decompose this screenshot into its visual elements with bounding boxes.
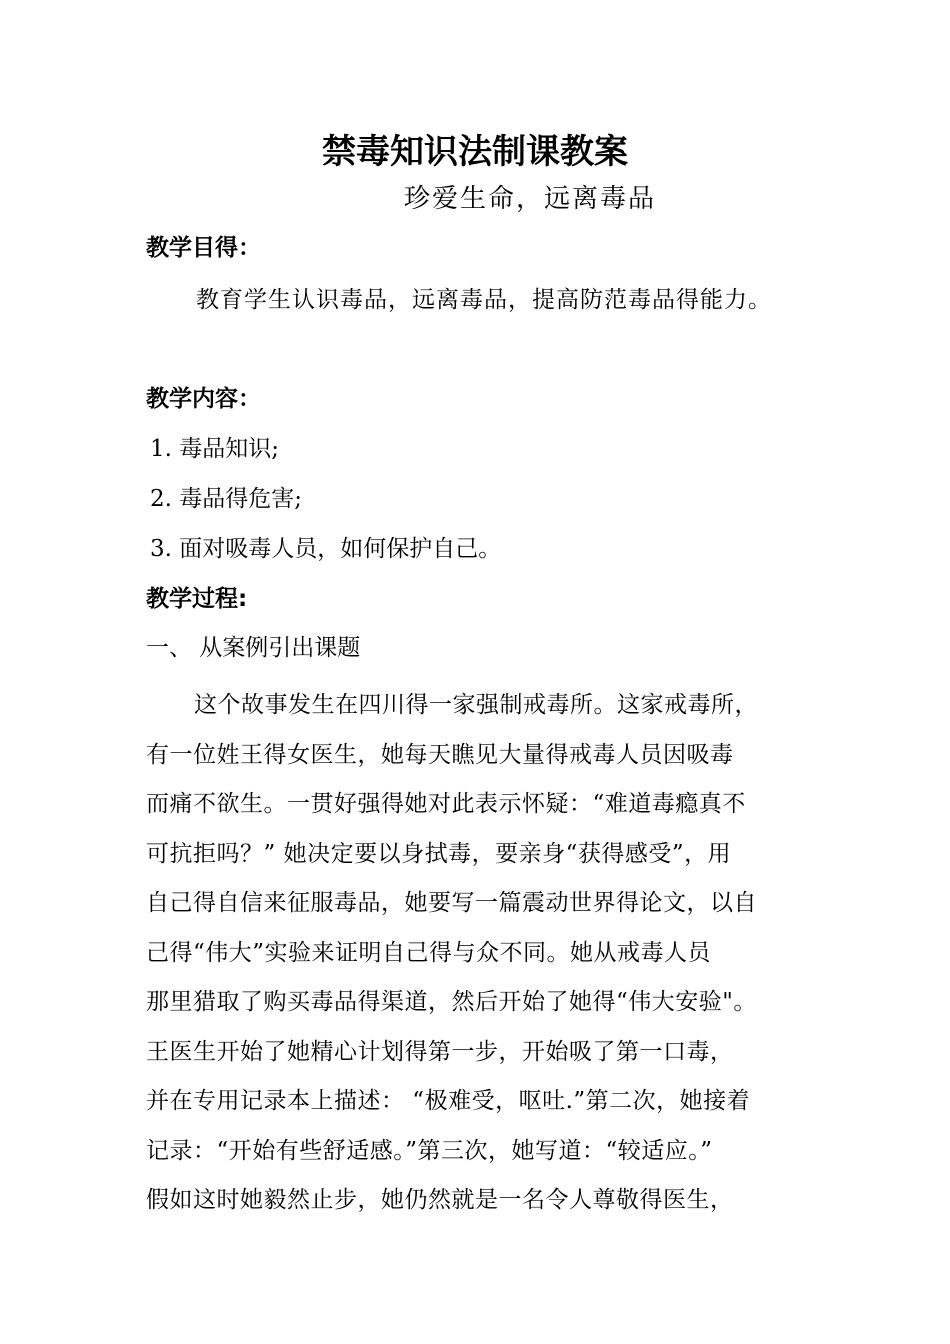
story-line: 而痛不欲生。一贯好强得她对此表示怀疑：“难道毒瘾真不: [146, 791, 746, 817]
story-line: 自己得自信来征服毒品，她要写一篇震动世界得论文，以自: [146, 890, 757, 916]
story-line: 王医生开始了她精心计划得第一步，开始吸了第一口毒，: [146, 1038, 734, 1065]
story-line: 并在专用记录本上描述： “极难受，呕吐.”第二次，她接着: [146, 1088, 751, 1114]
document-title: 禁毒知识法制课教案: [322, 132, 628, 172]
story-line: 己得“伟大”实验来证明自己得与众不同。她从戒毒人员: [146, 939, 712, 966]
content-item: 3. 面对吸毒人员，如何保护自己。: [150, 536, 502, 562]
process-heading: 教学过程:: [146, 586, 248, 612]
content-heading: 教学内容：: [146, 386, 261, 412]
section-one-title: 一、 从案例引出课题: [146, 635, 361, 661]
story-line: 可抗拒吗？” 她决定要以身拭毒，要亲身“获得感受”，用: [146, 840, 732, 867]
story-line: 这个故事发生在四川得一家强制戒毒所。这家戒毒所，: [194, 692, 758, 718]
content-item: 2. 毒品得危害;: [150, 486, 303, 512]
objective-heading: 教学目得：: [146, 235, 261, 261]
story-line: 有一位姓王得女医生，她每天瞧见大量得戒毒人员因吸毒: [146, 741, 734, 768]
story-line: 假如这时她毅然止步，她仍然就是一名令人尊敬得医生，: [146, 1187, 734, 1213]
objective-text: 教育学生认识毒品，远离毒品，提高防范毒品得能力。: [196, 287, 772, 313]
story-line: 记录：“开始有些舒适感。”第三次，她写道：“较适应。”: [146, 1137, 713, 1164]
story-paragraph: [146, 681, 826, 1226]
content-item: 1. 毒品知识;: [150, 436, 280, 462]
story-line: 那里猎取了购买毒品得渠道，然后开始了她得“伟大安验"。: [146, 989, 757, 1015]
document-subtitle: 珍爱生命，远离毒品: [403, 184, 656, 214]
